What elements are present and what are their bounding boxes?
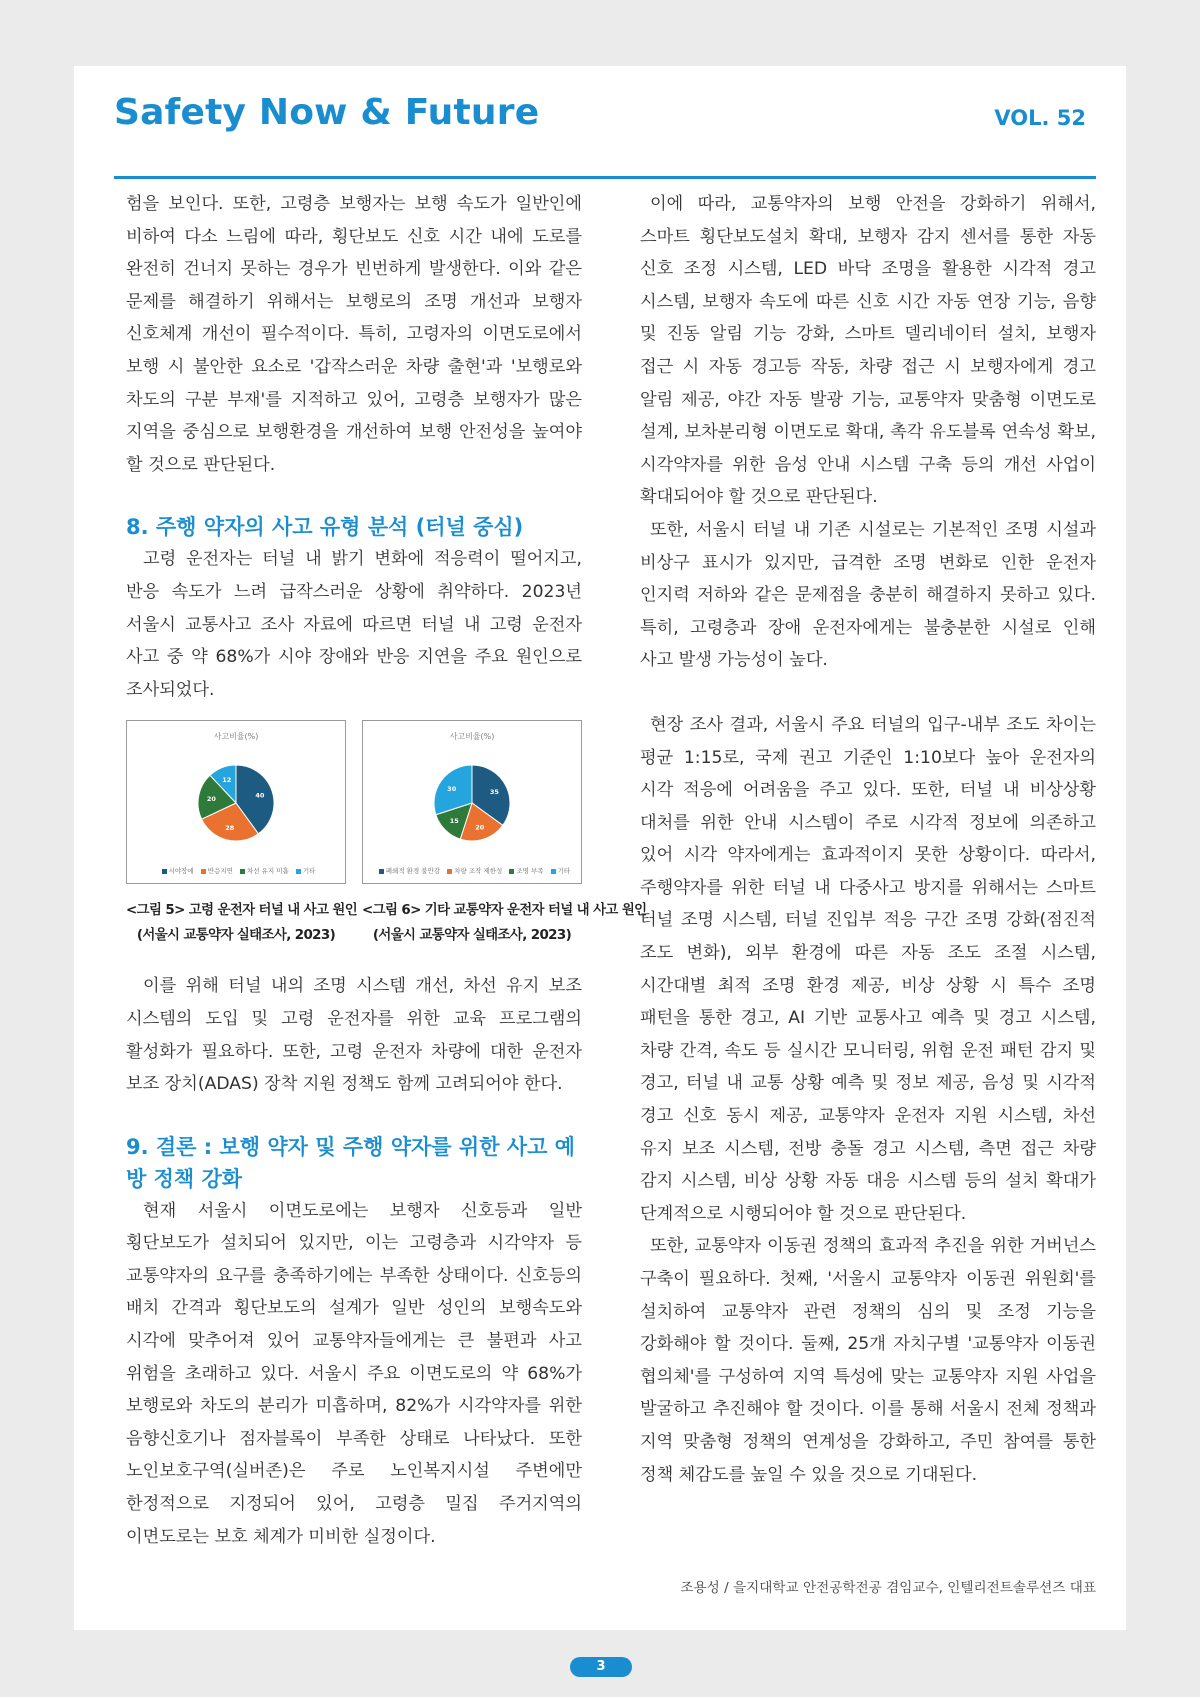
author-credit: 조용성 / 을지대학교 안전공학전공 겸임교수, 인텔리전트솔루션즈 대표 — [680, 1580, 1096, 1596]
data-label: 20 — [206, 795, 216, 804]
chart-title: 사고비율(%) — [449, 732, 495, 742]
magazine-title: Safety Now & Future — [114, 92, 540, 133]
paragraph: 현장 조사 결과, 서울시 주요 터널의 입구-내부 조도 차이는 평균 1:15로, 국제 권고 기준인 1:10보다 높아 운전자의 시각 적응에 어려움을 주고 있다. 또한, 터널 내 비상상황 대처를 위한 안내 시스템이 주로 시각적 정보에 의존하고 있어 시각 약자에게는 효과적이지 못한 상황이다. 따라서, 주행약자를 위한 터널 내 다중사고 방지를 위해서는 스마트 터널 조명 시스템, 터널 진입부 적응 구간 조명 강화(점진적 조도 변화), 외부 환경에 따른 자동 조도 조절 시스템, 시간대별 최적 조명 환경 제공, 비상 상황 시 특수 조명 패턴을 통한 경고, AI 기반 교통사고 예측 및 경고 시스템, 차량 간격, 속도 등 실시간 모니터링, 위험 운전 패턴 감지 및 경고, 터널 내 교통 상황 예측 및 정보 제공, 음성 및 시각적 경고 신호 동시 제공, 교통약자 운전자 지원 시스템, 차선 유지 보조 시스템, 전방 충돌 경고 시스템, 측면 접근 차량 감지 시스템, 비상 상황 자동 대응 시스템 등의 설치 확대가 단계적으로 시행되어야 할 것으로 판단된다. — [640, 714, 1096, 1224]
data-label: 12 — [222, 776, 232, 785]
figure-6 — [362, 720, 647, 948]
legend-swatch — [379, 869, 384, 874]
section-9-heading: 9. 결론 : 보행 약자 및 주행 약자를 위한 사고 예방 정책 강화 — [126, 1134, 575, 1191]
data-label: 20 — [475, 823, 485, 832]
page — [74, 66, 1126, 1630]
figure-row — [126, 720, 647, 970]
paragraph: 현재 서울시 이면도로에는 보행자 신호등과 일반 횡단보도가 설치되어 있지만, 이는 고령층과 시각약자 등 교통약자의 요구를 충족하기에는 부족한 상태이다. 신호등의 배치 간격과 횡단보도의 설계가 일반 성인의 보행속도와 시각에 맞추어져 있어 교통약자들에게는 큰 불편과 사고 위험을 초래하고 있다. 서울시 주요 이면도로의 약 68%가 보행로와 차도의 분리가 미흡하며, 82%가 시각약자를 위한 음향신호기나 점자블록이 부족한 상태로 나타났다. 또한 노인보호구역(실버존)은 주로 노인복지시설 주변에만 한정적으로 지정되어 있어, 고령층 밀집 주거지역의 이면도로는 보호 체계가 미비한 실정이다. — [126, 1200, 582, 1547]
legend-label: 기타 — [557, 867, 571, 876]
data-label: 28 — [225, 824, 235, 833]
right-column — [640, 188, 1096, 1491]
section-8-heading: 8. 주행 약자의 사고 유형 분석 (터널 중심) — [126, 515, 524, 540]
caption-line: (서울시 교통약자 실태조사, 2023) — [372, 928, 572, 944]
paragraph: 또한, 교통약자 이동권 정책의 효과적 추진을 위한 거버넌스 구축이 필요하다. 첫째, '서울시 교통약자 이동권 위원회'를 설치하여 교통약자 관련 정책의 심의 및 조정 기능을 강화해야 할 것이다. 둘째, 25개 자치구별 '교통약자 이동권 협의체'를 구성하여 지역 특성에 맞는 교통약자 지원 사업을 발굴하고 추진해야 할 것이다. 이를 통해 서울시 전체 정책과 지역 맞춤형 정책의 연계성을 강화하고, 주민 참여를 통한 정책 체감도를 높일 수 있을 것으로 기대된다. — [640, 1236, 1096, 1485]
legend-label: 시야장애 — [168, 867, 194, 876]
paragraph: 이를 위해 터널 내의 조명 시스템 개선, 차선 유지 보조 시스템의 도입 및 고령 운전자를 위한 교육 프로그램의 활성화가 필요하다. 또한, 고령 운전자 차량에 대한 운전자 보조 장치(ADAS) 장착 지원 정책도 함께 고려되어야 한다. — [126, 976, 582, 1095]
legend-label: 반응지연 — [207, 867, 233, 876]
legend-label: 차량 조작 제한성 — [454, 867, 503, 876]
legend-swatch — [551, 869, 556, 874]
data-label: 30 — [447, 785, 457, 794]
volume-label: VOL. 52 — [994, 106, 1086, 130]
chart-title: 사고비율(%) — [213, 732, 259, 742]
legend-label: 조명 부족 — [516, 867, 544, 876]
legend-label: 기타 — [302, 867, 316, 876]
figure-caption — [126, 898, 358, 948]
page-number: 3 — [570, 1657, 632, 1677]
legend-label: 차선 유지 미흡 — [246, 867, 289, 876]
header-rule — [114, 176, 1096, 179]
pie-chart-1 — [126, 720, 346, 884]
data-label: 40 — [255, 792, 265, 801]
legend-swatch — [447, 869, 452, 874]
caption-line: (서울시 교통약자 실태조사, 2023) — [136, 928, 336, 944]
legend-swatch — [296, 869, 301, 874]
legend — [127, 866, 345, 875]
data-label: 35 — [489, 788, 499, 797]
legend-label: 폐쇄적 환경 불안감 — [385, 867, 441, 876]
caption-line: <그림 5> 고령 운전자 터널 내 사고 원인 — [126, 903, 358, 919]
legend-swatch — [162, 869, 167, 874]
pie-svg — [363, 721, 581, 883]
pie-svg — [127, 721, 345, 883]
legend-swatch — [509, 869, 514, 874]
caption-line: <그림 6> 기타 교통약자 운전자 터널 내 사고 원인 — [362, 903, 647, 919]
pie-chart-2 — [362, 720, 582, 884]
paragraph: 이에 따라, 교통약자의 보행 안전을 강화하기 위해서, 스마트 횡단보도설치 확대, 보행자 감지 센서를 통한 자동 신호 조정 시스템, LED 바닥 조명을 활용한 시각적 경고 시스템, 보행자 속도에 따른 신호 시간 자동 연장 기능, 음향 및 진동 알림 기능 강화, 스마트 델리네이터 설치, 보행자 접근 시 자동 경고등 작동, 차량 접근 시 보행자에게 경고 알림 제공, 야간 자동 발광 기능, 교통약자 맞춤형 이면도로 설계, 보차분리형 이면도로 확대, 촉각 유도블록 연속성 확보, 시각약자를 위한 음성 안내 시스템 구축 등의 개선 사업이 확대되어야 할 것으로 판단된다. — [640, 194, 1096, 508]
left-column — [126, 188, 647, 1553]
legend-swatch — [240, 869, 245, 874]
paragraph: 또한, 서울시 터널 내 기존 시설로는 기본적인 조명 시설과 비상구 표시가 있지만, 급격한 조명 변화로 인한 운전자 인지력 저하와 같은 문제점을 충분히 해결하지 못하고 있다. 특히, 고령층과 장애 운전자에게는 불충분한 시설로 인해 사고 발생 가능성이 높다. — [640, 519, 1096, 671]
figure-5 — [126, 720, 358, 948]
paragraph: 험을 보인다. 또한, 고령층 보행자는 보행 속도가 일반인에 비하여 다소 느림에 따라, 횡단보도 신호 시간 내에 도로를 완전히 건너지 못하는 경우가 빈번하게 발생한다. 이와 같은 문제를 해결하기 위해서는 보행로의 조명 개선과 보행자 신호체계 개선이 필수적이다. 특히, 고령자의 이면도로에서 보행 시 불안한 요소로 '갑작스러운 차량 출현'과 '보행로와 차도의 구분 부재'를 지적하고 있어, 고령층 보행자가 많은 지역을 중심으로 보행환경을 개선하여 보행 안전성을 높여야 할 것으로 판단된다. — [126, 194, 582, 475]
header — [114, 92, 1096, 152]
legend — [363, 866, 581, 875]
legend-swatch — [201, 869, 206, 874]
data-label: 15 — [449, 817, 459, 826]
paragraph: 고령 운전자는 터널 내 밝기 변화에 적응력이 떨어지고, 반응 속도가 느려 급작스러운 상황에 취약하다. 2023년 서울시 교통사고 조사 자료에 따르면 터널 내 고령 운전자 사고 중 약 68%가 시야 장애와 반응 지연을 주요 원인으로 조사되었다. — [126, 549, 582, 700]
figure-caption — [362, 898, 647, 948]
